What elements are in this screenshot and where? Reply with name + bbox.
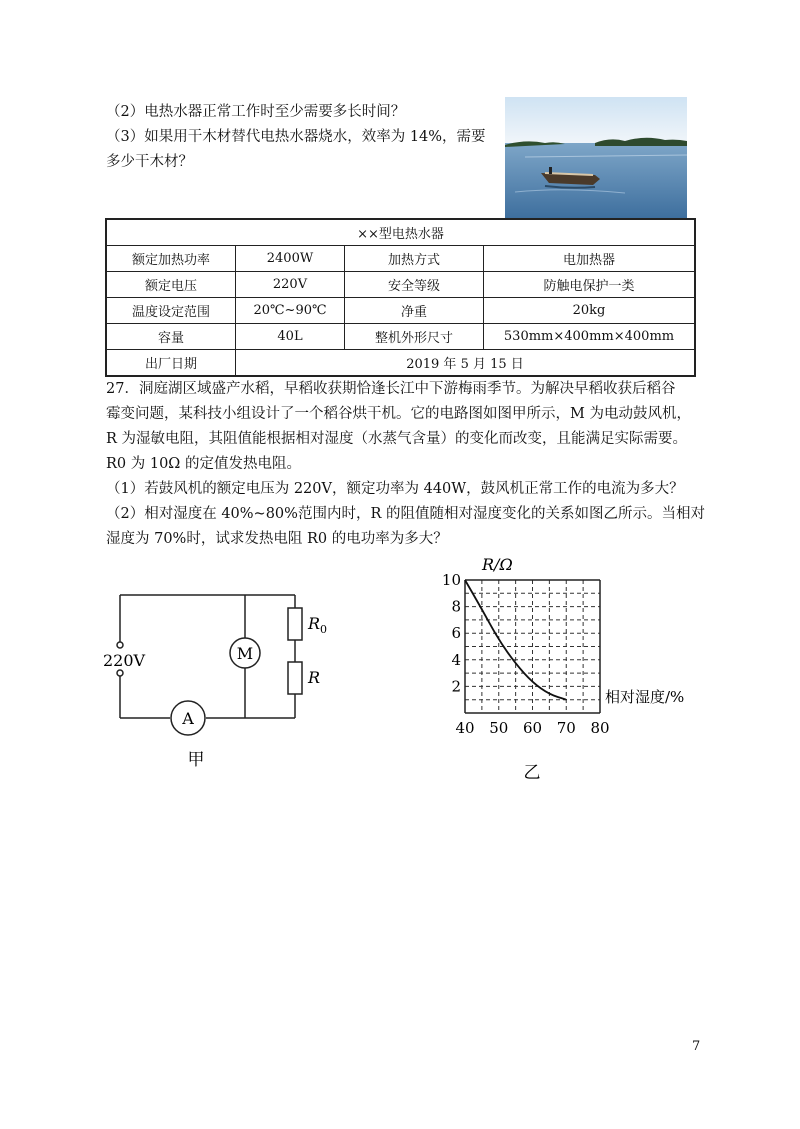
table-cell: 220V	[236, 272, 345, 298]
page-number: 7	[692, 1039, 701, 1054]
table-cell: 额定电压	[106, 272, 236, 298]
ammeter-label: A	[182, 709, 194, 728]
question-2: （2）电热水器正常工作时至少需要多长时间？	[106, 104, 406, 120]
voltage-label: 220V	[103, 651, 146, 670]
problem-27-line2: 霉变问题，某科技小组设计了一个稻谷烘干机。它的电路图如图甲所示，M 为电动鼓风机，	[106, 406, 691, 422]
table-row	[106, 298, 695, 324]
table-cell: 容量	[106, 324, 236, 350]
table-row	[106, 350, 695, 377]
table-cell: 2400W	[236, 246, 345, 272]
y-tick-label: 6	[451, 624, 461, 643]
y-tick-label: 2	[451, 677, 461, 696]
question-3-line2: 多少干木材？	[106, 154, 193, 170]
y-tick-label: 4	[451, 650, 461, 669]
motor-symbol	[230, 638, 260, 668]
motor-label: M	[236, 644, 254, 663]
table-row	[106, 246, 695, 272]
r-label: R	[308, 668, 321, 687]
problem-27-line1: 27．洞庭湖区域盛产水稻，早稻收获期恰逢长江中下游梅雨季节。为解决早稻收获后稻谷	[106, 381, 676, 397]
table-row	[106, 272, 695, 298]
ammeter-symbol	[171, 701, 205, 735]
table-row	[106, 324, 695, 350]
table-cell: 530mm×400mm×400mm	[484, 324, 696, 350]
humidity-resistance-graph	[440, 550, 710, 794]
spec-table	[105, 218, 696, 377]
problem-27-line3: R 为湿敏电阻，其阻值能根据相对湿度（水蒸气含量）的变化而改变，且能满足实际需要。	[106, 431, 688, 447]
table-cell: 防触电保护一类	[484, 272, 696, 298]
table-cell: 电加热器	[484, 246, 696, 272]
table-cell: 出厂日期	[106, 350, 236, 377]
problem-27-sub2-line2: 湿度为 70%时，试求发热电阻 R0 的电功率为多大？	[106, 531, 448, 547]
table-cell: 安全等级	[345, 272, 484, 298]
x-tick-label: 50	[489, 719, 509, 737]
table-cell: 加热方式	[345, 246, 484, 272]
problem-27-sub1: （1）若鼓风机的额定电压为 220V，额定功率为 440W，鼓风机正常工作的电流为多大？	[106, 481, 684, 497]
graph-caption: 乙	[523, 763, 541, 783]
question-3-line1: （3）如果用干木材替代电热水器烧水，效率为 14%，需要	[106, 129, 486, 145]
table-cell: 温度设定范围	[106, 298, 236, 324]
y-axis-label: R/Ω	[482, 555, 513, 574]
x-tick-label: 80	[590, 719, 610, 737]
problem-27-line4: R0 为 10Ω 的定值发热电阻。	[106, 456, 301, 472]
x-tick-label: 40	[455, 719, 475, 737]
table-cell: 20kg	[484, 298, 696, 324]
r0-label: $R_0$	[308, 614, 328, 636]
table-cell: 净重	[345, 298, 484, 324]
x-tick-label: 70	[556, 719, 576, 737]
table-cell: 整机外形尺寸	[345, 324, 484, 350]
resistor-r0	[288, 608, 302, 640]
circuit-diagram	[100, 580, 328, 779]
y-tick-label: 10	[441, 571, 461, 589]
circuit-caption: 甲	[187, 750, 205, 770]
x-axis-label: 相对湿度/%	[605, 688, 685, 706]
terminal-bottom	[117, 670, 123, 676]
table-cell: 40L	[236, 324, 345, 350]
lake-boat-photo	[505, 97, 687, 218]
table-cell: 额定加热功率	[106, 246, 236, 272]
resistor-r	[288, 662, 302, 694]
problem-27-sub2-line1: （2）相对湿度在 40%~80%范围内时，R 的阻值随相对湿度变化的关系如图乙所示。当相对	[106, 506, 705, 522]
y-tick-label: 8	[451, 597, 461, 616]
table-cell: 2019 年 5 月 15 日	[236, 350, 696, 377]
table-cell: 20℃~90℃	[236, 298, 345, 324]
spec-table-title: ××型电热水器	[106, 219, 695, 246]
x-tick-label: 60	[522, 719, 543, 737]
terminal-top	[117, 642, 123, 648]
